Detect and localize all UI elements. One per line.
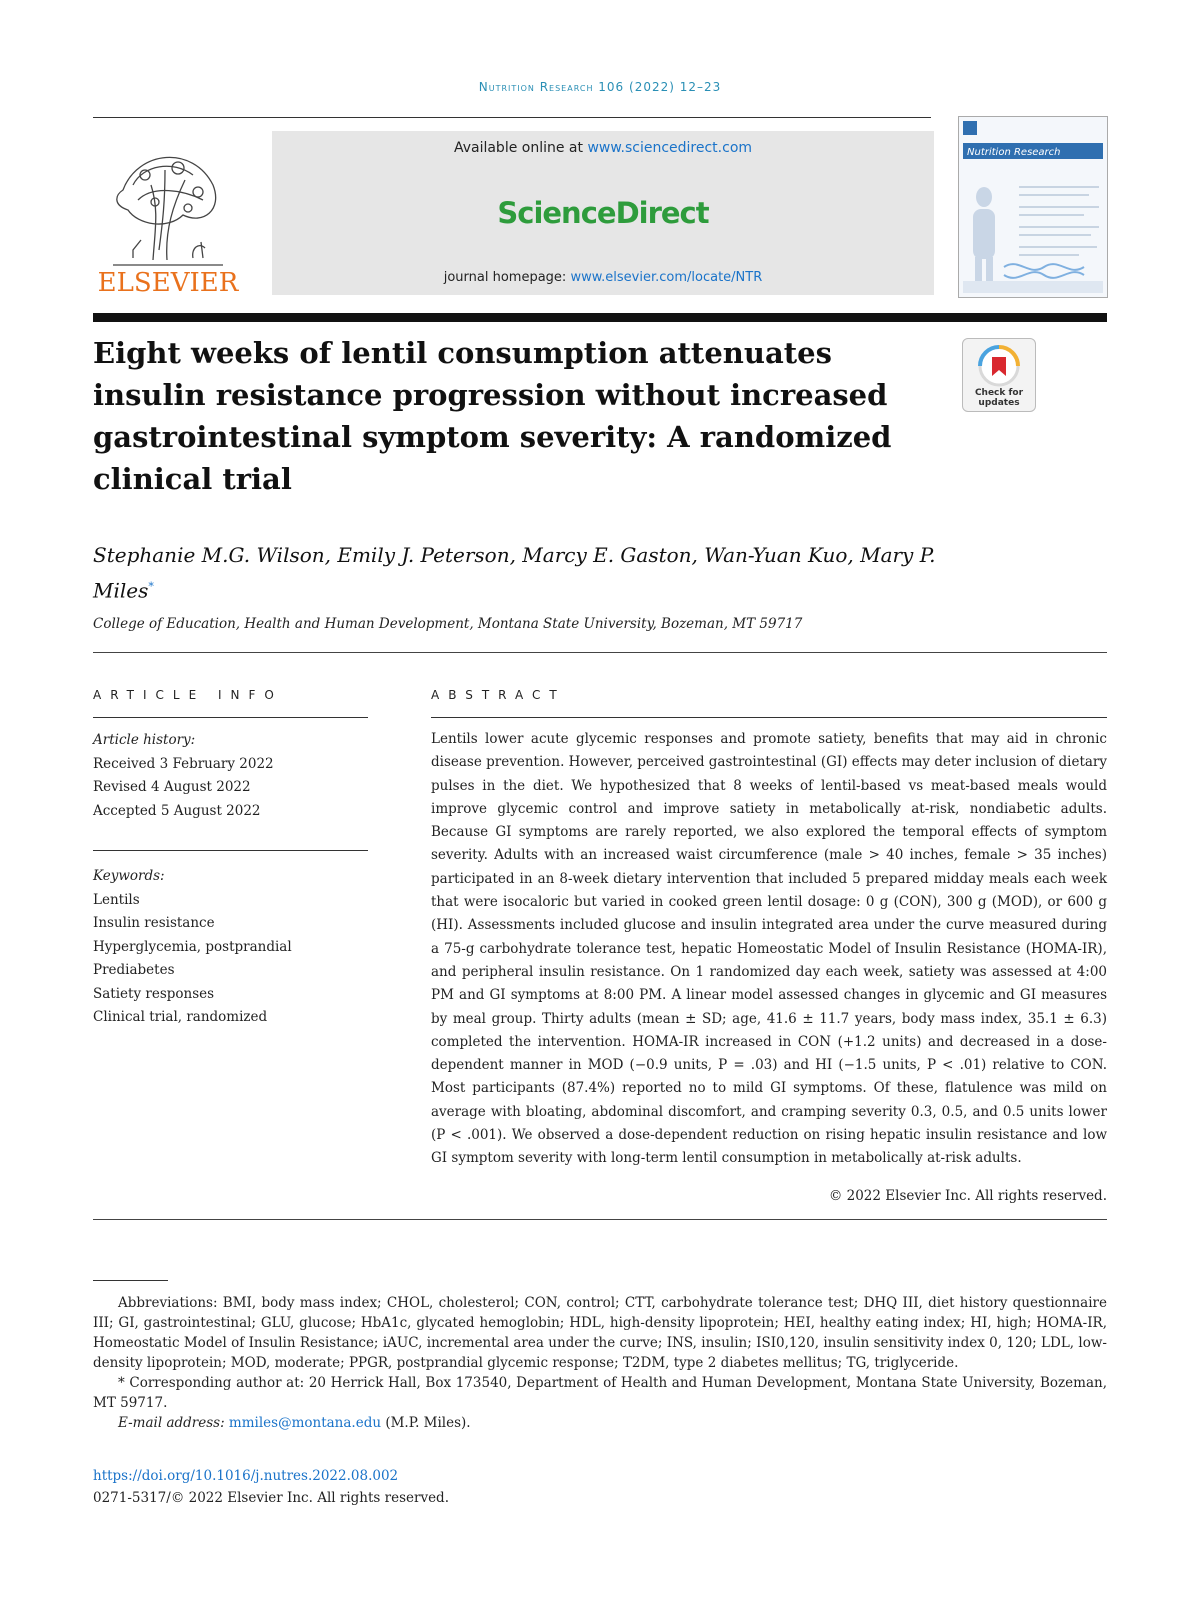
article-history-label: Article history: bbox=[93, 732, 196, 748]
journal-homepage-link[interactable]: www.elsevier.com/locate/NTR bbox=[570, 270, 763, 285]
article-info-rule bbox=[93, 717, 368, 718]
issn-line: 0271-5317/© 2022 Elsevier Inc. All rights reserved. bbox=[93, 1490, 449, 1506]
header-rule bbox=[93, 117, 931, 118]
affiliation-rule bbox=[93, 652, 1107, 653]
footnote-rule bbox=[93, 1280, 168, 1281]
sciencedirect-link[interactable]: www.sciencedirect.com bbox=[587, 140, 753, 156]
history-received: Received 3 February 2022 bbox=[93, 755, 274, 772]
abstract-text: Lentils lower acute glycemic responses and promote satiety, benefits that may aid in chronic disease prevention. However, perceived gastrointestinal (GI) effects may deter inclusion of dietary pulses in the diet. We hypothesized that 8 weeks of lentil-based vs meat-based meals would improve glycemic control and improve satiety in metabolically at-risk, nondiabetic adults. Because GI symptoms are rarely reported, we also explored the temporal effects of symptom severity. Adults with an increased waist circumference (male > 40 inches, female > 35 inches) participated in an 8-week dietary intervention that included 5 prepared midday meals each week that were isocaloric but varied in cooked green lentil dosage: 0 g (CON), 300 g (MOD), or 600 g (HI). Assessments included glucose and insulin integrated area under the curve measured during a 75-g carbohydrate tolerance test, hepatic Homeostatic Model of Insulin Resistance (HOMA-IR), and peripheral insulin resistance. On 1 randomized day each week, satiety was assessed at 4:00 PM and GI symptoms at 8:00 PM. A linear model assessed changes in glycemic and GI measures by meal group. Thirty adults (mean ± SD; age, 41.6 ± 11.7 years, body mass index, 35.1 ± 6.3) completed the intervention. HOMA-IR increased in CON (+1.2 units) and decreased in a dose-dependent manner in MOD (−0.9 units, P = .03) and HI (−1.5 units, P < .01) relative to CON. Most participants (87.4%) reported no to mild GI symptoms. Of these, flatulence was mild on average with bloating, abdominal discomfort, and cramping severity 0.3, 0.5, and 0.5 units lower (P < .001). We observed a dose-dependent reduction on rising hepatic insulin resistance and low GI symptom severity with long-term lentil consumption in metabolically at-risk adults. bbox=[431, 731, 1108, 1167]
history-accepted: Accepted 5 August 2022 bbox=[93, 802, 261, 819]
journal-cover-art bbox=[959, 117, 1107, 297]
keyword-item: Insulin resistance bbox=[93, 915, 215, 931]
journal-cover-thumbnail bbox=[958, 116, 1108, 298]
title-top-rule bbox=[93, 313, 1107, 322]
available-online-label: Available online at bbox=[453, 140, 588, 156]
keyword-item: Prediabetes bbox=[93, 962, 175, 978]
doi-link[interactable]: https://doi.org/10.1016/j.nutres.2022.08.002 bbox=[93, 1468, 399, 1484]
cover-title: Nutrition Research bbox=[967, 147, 1061, 158]
article-title: Eight weeks of lentil consumption attenuates insulin resistance progression without increased gastrointestinal symptom severity: A randomized clinical trial bbox=[93, 336, 892, 496]
email-footnote bbox=[93, 1413, 1107, 1433]
journal-homepage-label: journal homepage: bbox=[443, 270, 571, 285]
crossmark-label-1: Check for bbox=[974, 388, 1024, 398]
keyword-item: Clinical trial, randomized bbox=[93, 1009, 268, 1025]
article-info-heading: ARTICLE INFO bbox=[93, 688, 283, 702]
abstract-heading: ABSTRACT bbox=[431, 688, 566, 702]
email-label: E-mail address: bbox=[118, 1415, 229, 1431]
abstract-end-rule bbox=[93, 1219, 1107, 1220]
crossmark-label-2: updates bbox=[978, 398, 1020, 408]
keywords-rule bbox=[93, 850, 368, 851]
author-names: Stephanie M.G. Wilson, Emily J. Peterson, Marcy E. Gaston, Wan-Yuan Kuo, Mary P. Miles bbox=[93, 543, 936, 603]
keyword-item: Hyperglycemia, postprandial bbox=[93, 938, 292, 955]
abstract-rule bbox=[431, 717, 1107, 718]
available-online-line bbox=[272, 140, 934, 156]
check-for-updates-badge[interactable] bbox=[962, 338, 1036, 412]
elsevier-tree-logo bbox=[93, 130, 243, 290]
elsevier-wordmark: ELSEVIER bbox=[97, 268, 239, 298]
keyword-item: Satiety responses bbox=[93, 985, 215, 1002]
keywords-label: Keywords: bbox=[93, 868, 165, 884]
keywords-list bbox=[93, 865, 373, 1030]
author-list bbox=[93, 540, 993, 607]
sciencedirect-logo: ScienceDirect bbox=[497, 196, 709, 230]
corresponding-author-mark[interactable]: * bbox=[148, 580, 154, 593]
email-link[interactable]: mmiles@montana.edu bbox=[228, 1415, 382, 1431]
journal-homepage-line bbox=[272, 270, 934, 285]
abstract-copyright: © 2022 Elsevier Inc. All rights reserved. bbox=[828, 1188, 1107, 1204]
corresponding-author-footnote: * Corresponding author at: 20 Herrick Hall, Box 173540, Department of Health and Human Development, Montana State University, Bozeman, MT 59717. bbox=[93, 1375, 1107, 1411]
crossmark-icon bbox=[963, 339, 1035, 411]
article-history bbox=[93, 729, 373, 823]
keyword-item: Lentils bbox=[93, 891, 140, 908]
abbreviations-footnote: Abbreviations: BMI, body mass index; CHOL, cholesterol; CON, control; CTT, carbohydrate tolerance test; DHQ III, diet history questionnaire III; GI, gastrointestinal; GLU, glucose; HbA1c, glycated hemoglobin; HDL, high-density lipoprotein; HEI, healthy eating index; HI, high; HOMA-IR, Homeostatic Model of Insulin Resistance; iAUC, incremental area under the curve; INS, insulin; ISI0,120, insulin sensitivity index 0, 120; LDL, low-density lipoprotein; MOD, moderate; PPGR, postprandial glycemic response; T2DM, type 2 diabetes mellitus; TG, triglyceride. bbox=[93, 1295, 1107, 1371]
email-suffix: (M.P. Miles). bbox=[381, 1415, 471, 1431]
affiliation: College of Education, Health and Human Development, Montana State University, Bozeman, MT 59717 bbox=[93, 616, 803, 632]
history-revised: Revised 4 August 2022 bbox=[93, 779, 251, 795]
footnotes bbox=[93, 1293, 1107, 1433]
running-head: Nutrition Research 106 (2022) 12–23 bbox=[478, 80, 722, 94]
